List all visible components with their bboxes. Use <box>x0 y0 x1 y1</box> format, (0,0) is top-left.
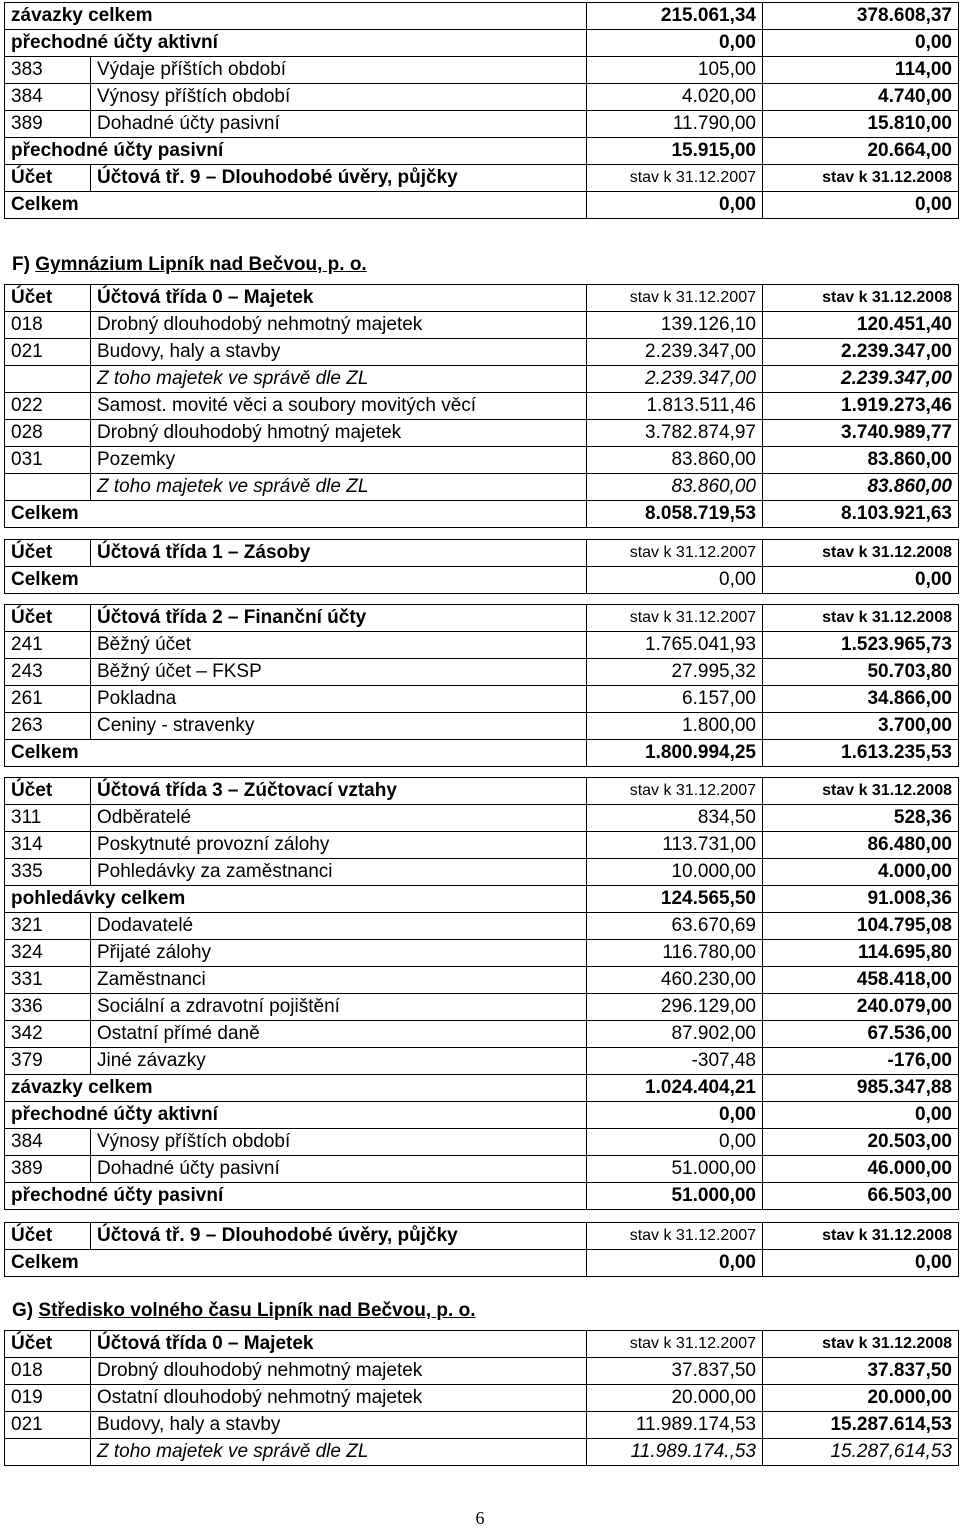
table-row <box>5 859 959 886</box>
table-row <box>5 474 959 501</box>
balance-2007-header-cell: stav k 31.12.2007 <box>587 605 763 632</box>
account-name-cell: Budovy, haly a stavby <box>91 339 587 366</box>
class-header-cell: Účtová třída 0 – Majetek <box>91 1331 587 1358</box>
account-code-cell: 028 <box>5 420 91 447</box>
header-row <box>5 1223 959 1250</box>
total-label-cell: přechodné účty pasivní <box>5 1183 587 1210</box>
total-label-cell: závazky celkem <box>5 3 587 30</box>
account-name-cell: Drobný dlouhodobý nehmotný majetek <box>91 312 587 339</box>
account-name-cell: Budovy, haly a stavby <box>91 1412 587 1439</box>
account-code-cell: 384 <box>5 84 91 111</box>
table-f-class-2 <box>4 604 959 767</box>
total-row <box>5 30 959 57</box>
value-2008-cell: 528,36 <box>763 805 959 832</box>
account-name-cell: Běžný účet – FKSP <box>91 659 587 686</box>
value-2007-cell: 20.000,00 <box>587 1385 763 1412</box>
balance-2008-header-cell: stav k 31.12.2008 <box>763 540 959 567</box>
value-2008-cell: 0,00 <box>763 567 959 594</box>
account-header-cell: Účet <box>5 778 91 805</box>
value-2007-cell: 0,00 <box>587 1250 763 1277</box>
value-2008-cell: 86.480,00 <box>763 832 959 859</box>
table-row <box>5 366 959 393</box>
value-2008-cell: 458.418,00 <box>763 967 959 994</box>
account-name-cell: Z toho majetek ve správě dle ZL <box>91 474 587 501</box>
account-code-cell: 336 <box>5 994 91 1021</box>
header-row <box>5 778 959 805</box>
total-label-cell: pohledávky celkem <box>5 886 587 913</box>
total-label-cell: přechodné účty pasivní <box>5 138 587 165</box>
value-2007-cell: 0,00 <box>587 30 763 57</box>
table-row <box>5 339 959 366</box>
total-row <box>5 192 959 219</box>
value-2007-cell: 51.000,00 <box>587 1156 763 1183</box>
total-row <box>5 567 959 594</box>
balance-2008-header-cell: stav k 31.12.2008 <box>763 165 959 192</box>
account-code-cell: 379 <box>5 1048 91 1075</box>
account-code-cell: 324 <box>5 940 91 967</box>
class-header-cell: Účtová tř. 9 – Dlouhodobé úvěry, půjčky <box>91 1223 587 1250</box>
account-code-cell: 022 <box>5 393 91 420</box>
account-name-cell: Ostatní přímé daně <box>91 1021 587 1048</box>
account-name-cell: Pozemky <box>91 447 587 474</box>
value-2007-cell: 15.915,00 <box>587 138 763 165</box>
account-code-cell: 018 <box>5 1358 91 1385</box>
account-code-cell: 021 <box>5 339 91 366</box>
table-row <box>5 1358 959 1385</box>
account-header-cell: Účet <box>5 285 91 312</box>
account-name-cell: Drobný dlouhodobý hmotný majetek <box>91 420 587 447</box>
value-2007-cell: 63.670,69 <box>587 913 763 940</box>
class-header-cell: Účtová třída 1 – Zásoby <box>91 540 587 567</box>
balance-2008-header-cell: stav k 31.12.2008 <box>763 778 959 805</box>
total-row <box>5 1102 959 1129</box>
value-2007-cell: 215.061,34 <box>587 3 763 30</box>
total-label-cell: Celkem <box>5 1250 587 1277</box>
account-code-cell: 389 <box>5 1156 91 1183</box>
balance-2008-header-cell: stav k 31.12.2008 <box>763 1331 959 1358</box>
section-g-name: Středisko volného času Lipník nad Bečvou, p. o. <box>38 1300 476 1321</box>
account-code-cell: 018 <box>5 312 91 339</box>
value-2008-cell: 378.608,37 <box>763 3 959 30</box>
value-2008-cell: 114,00 <box>763 57 959 84</box>
account-code-cell <box>5 474 91 501</box>
class-header-cell: Účtová třída 3 – Zúčtovací vztahy <box>91 778 587 805</box>
balance-2008-header-cell: stav k 31.12.2008 <box>763 1223 959 1250</box>
table-row <box>5 832 959 859</box>
account-code-cell: 241 <box>5 632 91 659</box>
value-2008-cell: 37.837,50 <box>763 1358 959 1385</box>
account-name-cell: Dodavatelé <box>91 913 587 940</box>
value-2007-cell: -307,48 <box>587 1048 763 1075</box>
account-header-cell: Účet <box>5 1223 91 1250</box>
value-2008-cell: 20.000,00 <box>763 1385 959 1412</box>
value-2007-cell: 1.024.404,21 <box>587 1075 763 1102</box>
total-row <box>5 3 959 30</box>
value-2008-cell: 1.919.273,46 <box>763 393 959 420</box>
value-2008-cell: 83.860,00 <box>763 474 959 501</box>
account-code-cell: 331 <box>5 967 91 994</box>
account-code-cell: 335 <box>5 859 91 886</box>
value-2007-cell: 8.058.719,53 <box>587 501 763 528</box>
value-2007-cell: 37.837,50 <box>587 1358 763 1385</box>
total-label-cell: přechodné účty aktivní <box>5 1102 587 1129</box>
table-row <box>5 967 959 994</box>
value-2007-cell: 296.129,00 <box>587 994 763 1021</box>
table-row <box>5 312 959 339</box>
balance-2007-header-cell: stav k 31.12.2007 <box>587 1331 763 1358</box>
account-code-cell: 261 <box>5 686 91 713</box>
total-label-cell: přechodné účty aktivní <box>5 30 587 57</box>
account-name-cell: Poskytnuté provozní zálohy <box>91 832 587 859</box>
value-2007-cell: 11.989.174,53 <box>587 1412 763 1439</box>
table-row <box>5 1021 959 1048</box>
value-2007-cell: 1.765.041,93 <box>587 632 763 659</box>
value-2008-cell: 34.866,00 <box>763 686 959 713</box>
table-f-class-0 <box>4 284 959 528</box>
table-row <box>5 1129 959 1156</box>
account-code-cell: 321 <box>5 913 91 940</box>
table-row <box>5 447 959 474</box>
value-2007-cell: 0,00 <box>587 1129 763 1156</box>
table-f-class-3 <box>4 777 959 1210</box>
value-2007-cell: 27.995,32 <box>587 659 763 686</box>
balance-2007-header-cell: stav k 31.12.2007 <box>587 540 763 567</box>
value-2007-cell: 460.230,00 <box>587 967 763 994</box>
header-row <box>5 285 959 312</box>
table-row <box>5 994 959 1021</box>
table-f-class-1 <box>4 539 959 594</box>
value-2007-cell: 0,00 <box>587 1102 763 1129</box>
account-name-cell: Výnosy příštích období <box>91 84 587 111</box>
account-code-cell: 311 <box>5 805 91 832</box>
header-row <box>5 540 959 567</box>
section-g-prefix: G) <box>12 1300 39 1321</box>
value-2008-cell: 240.079,00 <box>763 994 959 1021</box>
account-code-cell: 021 <box>5 1412 91 1439</box>
balance-2007-header-cell: stav k 31.12.2007 <box>587 285 763 312</box>
value-2008-cell: 1.523.965,73 <box>763 632 959 659</box>
value-2007-cell: 87.902,00 <box>587 1021 763 1048</box>
value-2007-cell: 124.565,50 <box>587 886 763 913</box>
account-name-cell: Dohadné účty pasivní <box>91 111 587 138</box>
value-2008-cell: 15.287,614,53 <box>763 1439 959 1466</box>
table-row <box>5 940 959 967</box>
total-row <box>5 740 959 767</box>
account-code-cell <box>5 1439 91 1466</box>
account-name-cell: Zaměstnanci <box>91 967 587 994</box>
total-label-cell: závazky celkem <box>5 1075 587 1102</box>
value-2008-cell: 8.103.921,63 <box>763 501 959 528</box>
value-2007-cell: 834,50 <box>587 805 763 832</box>
table-row <box>5 1385 959 1412</box>
value-2008-cell: -176,00 <box>763 1048 959 1075</box>
account-code-cell: 383 <box>5 57 91 84</box>
table-g-class-0 <box>4 1330 959 1466</box>
value-2008-cell: 15.287.614,53 <box>763 1412 959 1439</box>
total-label-cell: Celkem <box>5 740 587 767</box>
account-code-cell: 243 <box>5 659 91 686</box>
account-code-cell: 389 <box>5 111 91 138</box>
table-row <box>5 111 959 138</box>
total-label-cell: Celkem <box>5 567 587 594</box>
table-row <box>5 84 959 111</box>
value-2008-cell: 20.664,00 <box>763 138 959 165</box>
account-name-cell: Drobný dlouhodobý nehmotný majetek <box>91 1358 587 1385</box>
account-name-cell: Výnosy příštích období <box>91 1129 587 1156</box>
account-name-cell: Sociální a zdravotní pojištění <box>91 994 587 1021</box>
value-2008-cell: 120.451,40 <box>763 312 959 339</box>
value-2007-cell: 0,00 <box>587 567 763 594</box>
value-2008-cell: 0,00 <box>763 1102 959 1129</box>
balance-2007-header-cell: stav k 31.12.2007 <box>587 165 763 192</box>
value-2007-cell: 83.860,00 <box>587 474 763 501</box>
class-header-cell: Účtová třída 0 – Majetek <box>91 285 587 312</box>
value-2007-cell: 2.239.347,00 <box>587 366 763 393</box>
account-name-cell: Z toho majetek ve správě dle ZL <box>91 1439 587 1466</box>
value-2007-cell: 1.800,00 <box>587 713 763 740</box>
value-2008-cell: 66.503,00 <box>763 1183 959 1210</box>
account-code-cell: 019 <box>5 1385 91 1412</box>
balance-2007-header-cell: stav k 31.12.2007 <box>587 778 763 805</box>
table-row <box>5 1156 959 1183</box>
value-2007-cell: 51.000,00 <box>587 1183 763 1210</box>
table-row <box>5 805 959 832</box>
section-g-title <box>12 1300 475 1322</box>
header-row <box>5 605 959 632</box>
value-2008-cell: 67.536,00 <box>763 1021 959 1048</box>
account-code-cell: 342 <box>5 1021 91 1048</box>
total-row <box>5 1075 959 1102</box>
total-label-cell: Celkem <box>5 192 587 219</box>
page-number: 6 <box>475 1508 485 1528</box>
account-code-cell <box>5 366 91 393</box>
value-2007-cell: 105,00 <box>587 57 763 84</box>
account-code-cell: 314 <box>5 832 91 859</box>
value-2008-cell: 104.795,08 <box>763 913 959 940</box>
table-row <box>5 393 959 420</box>
table-row <box>5 1439 959 1466</box>
account-name-cell: Pohledávky za zaměstnanci <box>91 859 587 886</box>
value-2008-cell: 2.239.347,00 <box>763 339 959 366</box>
account-code-cell: 263 <box>5 713 91 740</box>
account-header-cell: Účet <box>5 165 91 192</box>
value-2008-cell: 114.695,80 <box>763 940 959 967</box>
header-row <box>5 165 959 192</box>
value-2007-cell: 11.989.174.,53 <box>587 1439 763 1466</box>
value-2008-cell: 83.860,00 <box>763 447 959 474</box>
value-2007-cell: 1.800.994,25 <box>587 740 763 767</box>
value-2008-cell: 0,00 <box>763 192 959 219</box>
balance-2008-header-cell: stav k 31.12.2008 <box>763 605 959 632</box>
account-name-cell: Jiné závazky <box>91 1048 587 1075</box>
section-f-name: Gymnázium Lipník nad Bečvou, p. o. <box>35 254 367 275</box>
total-row <box>5 1183 959 1210</box>
value-2007-cell: 0,00 <box>587 192 763 219</box>
value-2007-cell: 6.157,00 <box>587 686 763 713</box>
value-2008-cell: 46.000,00 <box>763 1156 959 1183</box>
value-2008-cell: 2.239.347,00 <box>763 366 959 393</box>
value-2008-cell: 0,00 <box>763 30 959 57</box>
value-2008-cell: 4.000,00 <box>763 859 959 886</box>
value-2008-cell: 4.740,00 <box>763 84 959 111</box>
account-name-cell: Ceniny - stravenky <box>91 713 587 740</box>
value-2007-cell: 1.813.511,46 <box>587 393 763 420</box>
balance-2008-header-cell: stav k 31.12.2008 <box>763 285 959 312</box>
total-label-cell: Celkem <box>5 501 587 528</box>
table-row <box>5 659 959 686</box>
table-row <box>5 713 959 740</box>
class-header-cell: Účtová třída 2 – Finanční účty <box>91 605 587 632</box>
account-header-cell: Účet <box>5 540 91 567</box>
table-row <box>5 632 959 659</box>
account-name-cell: Přijaté zálohy <box>91 940 587 967</box>
account-code-cell: 384 <box>5 1129 91 1156</box>
total-row <box>5 501 959 528</box>
value-2007-cell: 2.239.347,00 <box>587 339 763 366</box>
table-row <box>5 420 959 447</box>
account-name-cell: Ostatní dlouhodobý nehmotný majetek <box>91 1385 587 1412</box>
table-row <box>5 1048 959 1075</box>
account-name-cell: Výdaje příštích období <box>91 57 587 84</box>
table-row <box>5 686 959 713</box>
value-2008-cell: 3.700,00 <box>763 713 959 740</box>
account-name-cell: Běžný účet <box>91 632 587 659</box>
balance-2007-header-cell: stav k 31.12.2007 <box>587 1223 763 1250</box>
value-2008-cell: 3.740.989,77 <box>763 420 959 447</box>
value-2007-cell: 139.126,10 <box>587 312 763 339</box>
value-2007-cell: 113.731,00 <box>587 832 763 859</box>
total-row <box>5 138 959 165</box>
value-2007-cell: 4.020,00 <box>587 84 763 111</box>
table-top-block <box>4 2 959 219</box>
value-2008-cell: 1.613.235,53 <box>763 740 959 767</box>
value-2008-cell: 15.810,00 <box>763 111 959 138</box>
table-row <box>5 57 959 84</box>
section-f-prefix: F) <box>12 254 36 275</box>
value-2008-cell: 20.503,00 <box>763 1129 959 1156</box>
value-2007-cell: 3.782.874,97 <box>587 420 763 447</box>
account-name-cell: Samost. movité věci a soubory movitých věcí <box>91 393 587 420</box>
account-code-cell: 031 <box>5 447 91 474</box>
value-2008-cell: 50.703,80 <box>763 659 959 686</box>
account-name-cell: Pokladna <box>91 686 587 713</box>
value-2007-cell: 10.000,00 <box>587 859 763 886</box>
value-2008-cell: 985.347,88 <box>763 1075 959 1102</box>
total-row <box>5 886 959 913</box>
table-f-class-9 <box>4 1222 959 1277</box>
account-header-cell: Účet <box>5 605 91 632</box>
table-row <box>5 1412 959 1439</box>
header-row <box>5 1331 959 1358</box>
value-2008-cell: 91.008,36 <box>763 886 959 913</box>
account-name-cell: Odběratelé <box>91 805 587 832</box>
account-name-cell: Dohadné účty pasivní <box>91 1156 587 1183</box>
class-header-cell: Účtová tř. 9 – Dlouhodobé úvěry, půjčky <box>91 165 587 192</box>
value-2008-cell: 0,00 <box>763 1250 959 1277</box>
table-row <box>5 913 959 940</box>
value-2007-cell: 83.860,00 <box>587 447 763 474</box>
account-header-cell: Účet <box>5 1331 91 1358</box>
total-row <box>5 1250 959 1277</box>
value-2007-cell: 116.780,00 <box>587 940 763 967</box>
account-name-cell: Z toho majetek ve správě dle ZL <box>91 366 587 393</box>
value-2007-cell: 11.790,00 <box>587 111 763 138</box>
section-f-title <box>12 254 367 276</box>
